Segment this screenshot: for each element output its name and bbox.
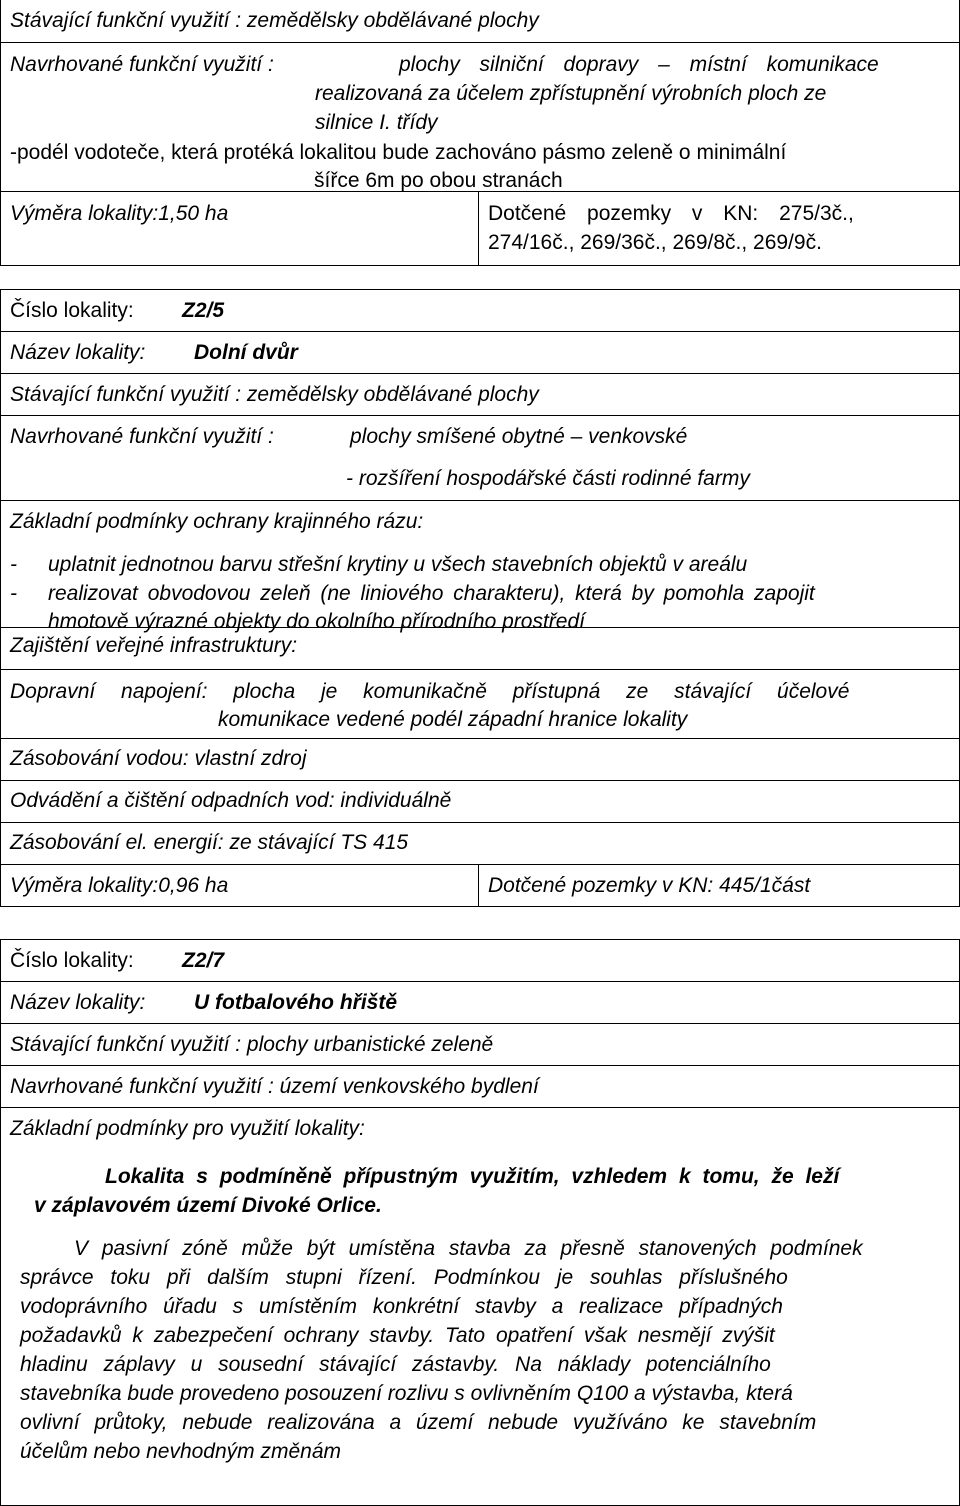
current-use-row bbox=[1, 1023, 959, 1065]
name-row bbox=[1, 331, 959, 373]
paragraph-line-8: účelům nebo nevhodným změnám bbox=[20, 1440, 342, 1463]
conditions-row bbox=[1, 500, 959, 633]
proposed-use-row bbox=[1, 415, 959, 500]
name-label: Název lokality: bbox=[10, 341, 146, 364]
area-cell bbox=[1, 865, 479, 906]
area: Výměra lokality:1,50 ha bbox=[10, 202, 229, 225]
proposed-line-2: realizovaná za účelem zpřístupnění výrobních ploch ze bbox=[315, 82, 827, 105]
parcels: Dotčené pozemky v KN: 445/1část bbox=[488, 874, 811, 897]
power-supply: Zásobování el. energií: ze stávající TS 415 bbox=[10, 831, 409, 854]
flood-statement-line-2: v záplavovém území Divoké Orlice. bbox=[34, 1194, 382, 1217]
conditions-title: Základní podmínky ochrany krajinného rázu: bbox=[10, 510, 424, 533]
area-cell bbox=[1, 192, 479, 265]
water-supply: Zásobování vodou: vlastní zdroj bbox=[10, 747, 307, 770]
number-value: Z2/5 bbox=[182, 299, 225, 322]
name-value: Dolní dvůr bbox=[194, 341, 298, 364]
proposed-use: Navrhované funkční využití : území venkovského bydlení bbox=[10, 1075, 539, 1098]
conditions-title: Základní podmínky pro využití lokality: bbox=[10, 1117, 365, 1140]
block-3 bbox=[0, 939, 960, 1506]
name-row bbox=[1, 981, 959, 1023]
paragraph-line-3: vodoprávního úřadu s umístěním konkrétní stavby a realizace případných bbox=[20, 1295, 783, 1318]
proposed-line-3: silnice I. třídy bbox=[315, 111, 438, 134]
number-row bbox=[1, 289, 959, 331]
flood-statement-line-1: Lokalita s podmíněně přípustným využitím, vzhledem k tomu, že leží bbox=[105, 1165, 840, 1188]
number-row bbox=[1, 939, 959, 981]
paragraph-line-2: správce toku při dalším stupni řízení. Podmínkou je souhlas příslušného bbox=[20, 1266, 788, 1289]
area-row bbox=[1, 191, 959, 266]
sewage-row bbox=[1, 780, 959, 822]
current-use: Stávající funkční využití : plochy urbanistické zeleně bbox=[10, 1033, 494, 1056]
traffic-line-1: Dopravní napojení: plocha je komunikačně přístupná ze stávající účelové bbox=[10, 680, 850, 703]
proposed-label: Navrhované funkční využití : bbox=[10, 53, 274, 76]
power-row bbox=[1, 822, 959, 864]
water-row bbox=[1, 738, 959, 780]
paragraph-line-4: požadavků k zabezpečení ochrany stavby. Tato opatření však nesmějí zvýšit bbox=[20, 1324, 775, 1347]
parcels-line-2: 274/16č., 269/36č., 269/8č., 269/9č. bbox=[488, 231, 822, 254]
parcels-cell bbox=[479, 865, 959, 906]
current-use: Stávající funkční využití : zemědělsky obdělávané plochy bbox=[10, 9, 539, 32]
block-2 bbox=[0, 289, 960, 907]
condition-2-line-2: hmotově výrazné objekty do okolního přírodního prostředí bbox=[48, 610, 585, 633]
proposed-label: Navrhované funkční využití : bbox=[10, 425, 274, 448]
parcels-cell bbox=[479, 192, 959, 265]
number-label: Číslo lokality: bbox=[10, 299, 134, 322]
proposed-use-row bbox=[1, 42, 959, 191]
area: Výměra lokality:0,96 ha bbox=[10, 874, 229, 897]
infra-title-row bbox=[1, 627, 959, 669]
condition-2-line-1: realizovat obvodovou zeleň (ne liniového charakteru), která by pomohla zapojit bbox=[48, 582, 815, 605]
traffic-line-2: komunikace vedené podél západní hranice lokality bbox=[218, 708, 688, 731]
proposed-line-1: plochy smíšené obytné – venkovské bbox=[350, 425, 688, 448]
name-value: U fotbalového hřiště bbox=[194, 991, 398, 1014]
infra-title: Zajištění veřejné infrastruktury: bbox=[10, 634, 298, 657]
area-row bbox=[1, 864, 959, 907]
parcels-line-1: Dotčené pozemky v KN: 275/3č., bbox=[488, 202, 854, 225]
conditions-row bbox=[1, 1107, 959, 1506]
proposed-line-2: - rozšíření hospodářské části rodinné farmy bbox=[346, 467, 750, 490]
sewage: Odvádění a čištění odpadních vod: individuálně bbox=[10, 789, 452, 812]
paragraph-line-5: hladinu záplavy u sousední stávající zástavby. Na náklady potenciálního bbox=[20, 1353, 771, 1376]
condition-2-bullet: - bbox=[10, 582, 17, 605]
note-line-2: šířce 6m po obou stranách bbox=[314, 169, 563, 192]
paragraph-line-1: V pasivní zóně může být umístěna stavba za přesně stanovených podmínek bbox=[74, 1237, 863, 1260]
note-line-1: -podél vodoteče, která protéká lokalitou bude zachováno pásmo zeleně o minimální bbox=[10, 141, 787, 164]
paragraph-line-6: stavebníka bude provedeno posouzení rozlivu s ovlivněním Q100 a výstavba, která bbox=[20, 1382, 793, 1405]
current-use: Stávající funkční využití : zemědělsky obdělávané plochy bbox=[10, 383, 539, 406]
block-1 bbox=[0, 0, 960, 266]
current-use-row bbox=[1, 0, 959, 42]
number-value: Z2/7 bbox=[182, 949, 225, 972]
proposed-line-1: plochy silniční dopravy – místní komunikace bbox=[399, 53, 879, 76]
name-label: Název lokality: bbox=[10, 991, 146, 1014]
number-label: Číslo lokality: bbox=[10, 949, 134, 972]
traffic-row bbox=[1, 669, 959, 738]
paragraph-line-7: ovlivní průtoky, nebude realizována a území nebude využíváno ke stavebním bbox=[20, 1411, 817, 1434]
condition-1-bullet: - bbox=[10, 553, 17, 576]
condition-1: uplatnit jednotnou barvu střešní krytiny u všech stavebních objektů v areálu bbox=[48, 553, 748, 576]
proposed-use-row bbox=[1, 1065, 959, 1107]
current-use-row bbox=[1, 373, 959, 415]
